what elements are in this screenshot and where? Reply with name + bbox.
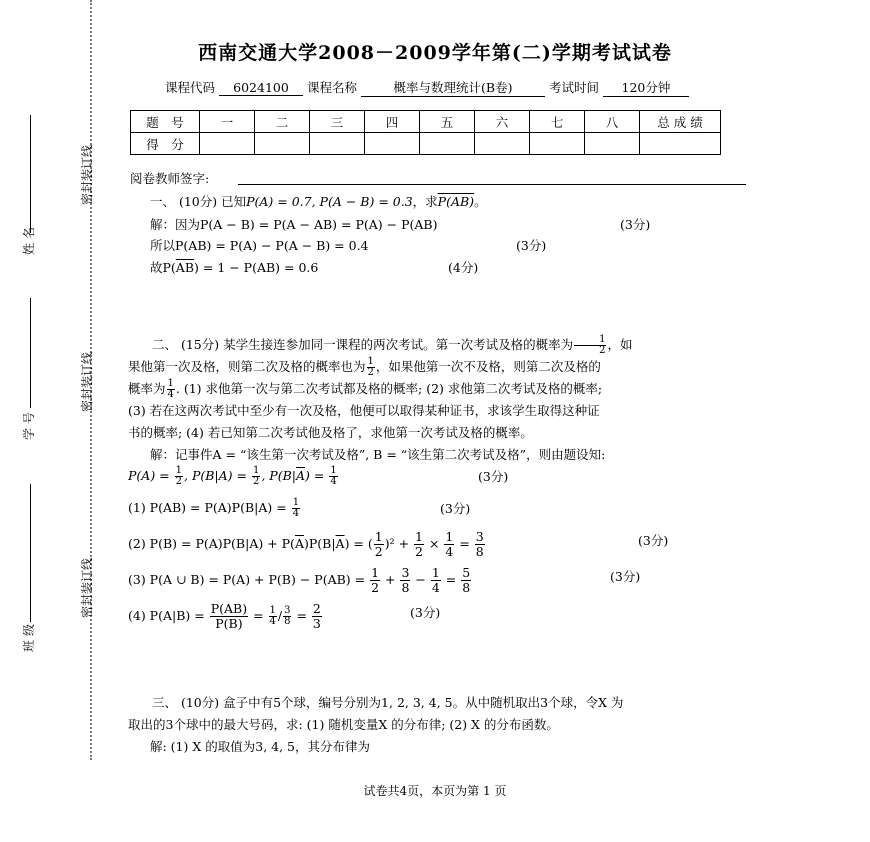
fraction-half: $\frac{1}{2}$ xyxy=(374,529,383,559)
q2-score-3: (3分) xyxy=(610,569,641,584)
fraction-quarter: $\frac{1}{4}$ xyxy=(167,378,174,400)
header-cell: 二 xyxy=(255,111,310,133)
header-cell: 四 xyxy=(365,111,420,133)
student-id-label: 学号 xyxy=(22,407,36,440)
fraction-half: $\frac{1}{2}$ xyxy=(367,356,374,378)
header-cell: 八 xyxy=(585,111,640,133)
score-cell[interactable] xyxy=(200,133,255,155)
row-label-cell: 得 分 xyxy=(131,133,200,155)
header-cell: 总 成 绩 xyxy=(640,111,721,133)
q2-answer-2: (2) $P(B) = P(A)P(B|A) + P(\overline{A})P(B|\overline{A})$ = ( $\frac{1}{2}$ )² + $\frac{1}{2}$ × $\frac{1}{4}$ = $\frac{3}{8}$ xyxy=(128,529,484,559)
course-code-label: 课程代码 xyxy=(165,80,216,95)
class-label: 班级 xyxy=(22,619,36,652)
q2-score-given: (3分) xyxy=(478,469,509,484)
seal-line-label-top: 密封装订线 xyxy=(80,144,94,205)
score-cell[interactable] xyxy=(255,133,310,155)
course-info xyxy=(165,78,689,97)
q2-score-1: (3分) xyxy=(440,501,471,516)
seal-line-label-bottom: 密封装订线 xyxy=(80,557,94,618)
fraction-half: $\frac{1}{2}$ xyxy=(175,465,182,487)
fraction-quarter: $\frac{1}{4}$ xyxy=(330,465,337,487)
score-cell[interactable] xyxy=(585,133,640,155)
grader-signature-line[interactable] xyxy=(238,184,746,185)
q1-solution-step3: 故$P(\overline{AB}) = 1 - P(AB) = 0.6$ xyxy=(150,260,319,275)
q2-answer-4: (4) P(A|B) = $\frac{P(AB)}{P(B)}$ = $\frac{1}{4}$ / $\frac{3}{8}$ = $\frac{2}{3}$ xyxy=(128,601,321,631)
fraction-half: $\frac{1}{2}$ xyxy=(252,465,260,487)
name-label: 姓名 xyxy=(22,222,36,255)
score-cell[interactable] xyxy=(475,133,530,155)
class-line[interactable] xyxy=(30,484,31,622)
q3-solution-start: 解: (1) X 的取值为3, 4, 5，其分布律为 xyxy=(150,739,370,754)
header-cell: 三 xyxy=(310,111,365,133)
course-code: 6024100 xyxy=(219,80,303,96)
q1-score-1: (3分) xyxy=(620,217,651,232)
header-cell: 五 xyxy=(420,111,475,133)
course-name: 概率与数理统计(B卷) xyxy=(361,78,545,97)
header-cell: 六 xyxy=(475,111,530,133)
fraction-three-eighths: $\frac{3}{8}$ xyxy=(475,529,484,559)
seal-line-label-middle: 密封装订线 xyxy=(80,351,94,412)
score-cell[interactable] xyxy=(310,133,365,155)
student-id-line[interactable] xyxy=(30,298,31,408)
score-cell[interactable] xyxy=(640,133,721,155)
exam-title: 西南交通大学2008－2009学年第(二)学期考试试卷 xyxy=(198,42,672,64)
score-table-score-row xyxy=(131,133,721,155)
exam-time: 120分钟 xyxy=(603,78,689,97)
score-cell[interactable] xyxy=(365,133,420,155)
score-cell[interactable] xyxy=(530,133,585,155)
fraction-half: $\frac{1}{2}$ xyxy=(574,335,606,356)
q2-score-2: (3分) xyxy=(638,533,669,548)
name-line[interactable] xyxy=(30,115,31,233)
page-footer: 试卷共4页，本页为第 1 页 xyxy=(363,784,507,798)
q1-solution-step2: 所以P(AB) = P(A) − P(A − B) = 0.4 xyxy=(150,238,369,253)
q2-answer-3: (3) P(A ∪ B) = P(A) + P(B) − P(AB) = $\frac{1}{2}$ + $\frac{3}{8}$ − $\frac{1}{4}$ = $\frac{5}{8}$ xyxy=(128,565,471,595)
q2-statement: 二、 (15分) 某学生接连参加同一课程的两次考试。第一次考试及格的概率为 $\frac{1}{2}$ ，如 果他第一次及格，则第二次及格的概率也为 $\frac{1}{2}$ ，如果他第一次不及格，则第二次及格的 概率为 $\frac{1}{4}$ . (1) 求他第一次与第二次考试都及格的概率; (2) 求他第二次考试及格的概率; (3) 若在这两次考试中至少有一次及格，他便可以取得某种证书，求该学生取得这种证 书的概率; (4) 若已知第二次考试他及格了，求他第一次考试及格的概率。 xyxy=(128,334,633,440)
q2-given: P(A) = $\frac{1}{2}$ , P(B|A) = $\frac{1}{2}$ , $P(B|\overline{A})$ = $\frac{1}{4}$ xyxy=(128,465,337,487)
grader-label: 阅卷教师签字: xyxy=(130,171,210,186)
exam-time-label: 考试时间 xyxy=(548,80,599,95)
score-table-header-row xyxy=(131,111,721,133)
header-cell: 七 xyxy=(530,111,585,133)
fraction-half: $\frac{1}{2}$ xyxy=(415,529,423,559)
q2-answer-1: (1) P(AB) = P(A)P(B|A) = $\frac{1}{4}$ xyxy=(128,497,300,519)
header-cell: 题 号 xyxy=(131,111,200,133)
q2-solution-events: 解：记事件A = “该生第一次考试及格”, B = “该生第二次考试及格”，则由题设知: xyxy=(150,447,606,462)
score-table xyxy=(130,110,721,155)
score-cell[interactable] xyxy=(420,133,475,155)
q1-statement: 一、 (10分) 已知P(A) = 0.7, P(A − B) = 0.3，求P(AB)。 xyxy=(150,194,487,209)
q3-statement: 三、 (10分) 盒子中有5个球，编号分别为1, 2, 3, 4, 5。从中随机取出3个球，令X 为 取出的3个球中的最大号码，求: (1) 随机变量X 的分布律; (2) X 的分布函数。 xyxy=(128,695,624,732)
header-cell: 一 xyxy=(200,111,255,133)
fraction-quarter: $\frac{1}{4}$ xyxy=(445,529,454,559)
q2-score-4: (3分) xyxy=(410,605,441,620)
q1-score-2: (3分) xyxy=(516,238,547,253)
fraction-quarter: $\frac{1}{4}$ xyxy=(292,497,300,519)
q1-solution-step1: 解：因为P(A − B) = P(A − AB) = P(A) − P(AB) xyxy=(150,217,438,232)
course-name-label: 课程名称 xyxy=(306,80,357,95)
q1-score-3: (4分) xyxy=(448,260,479,275)
